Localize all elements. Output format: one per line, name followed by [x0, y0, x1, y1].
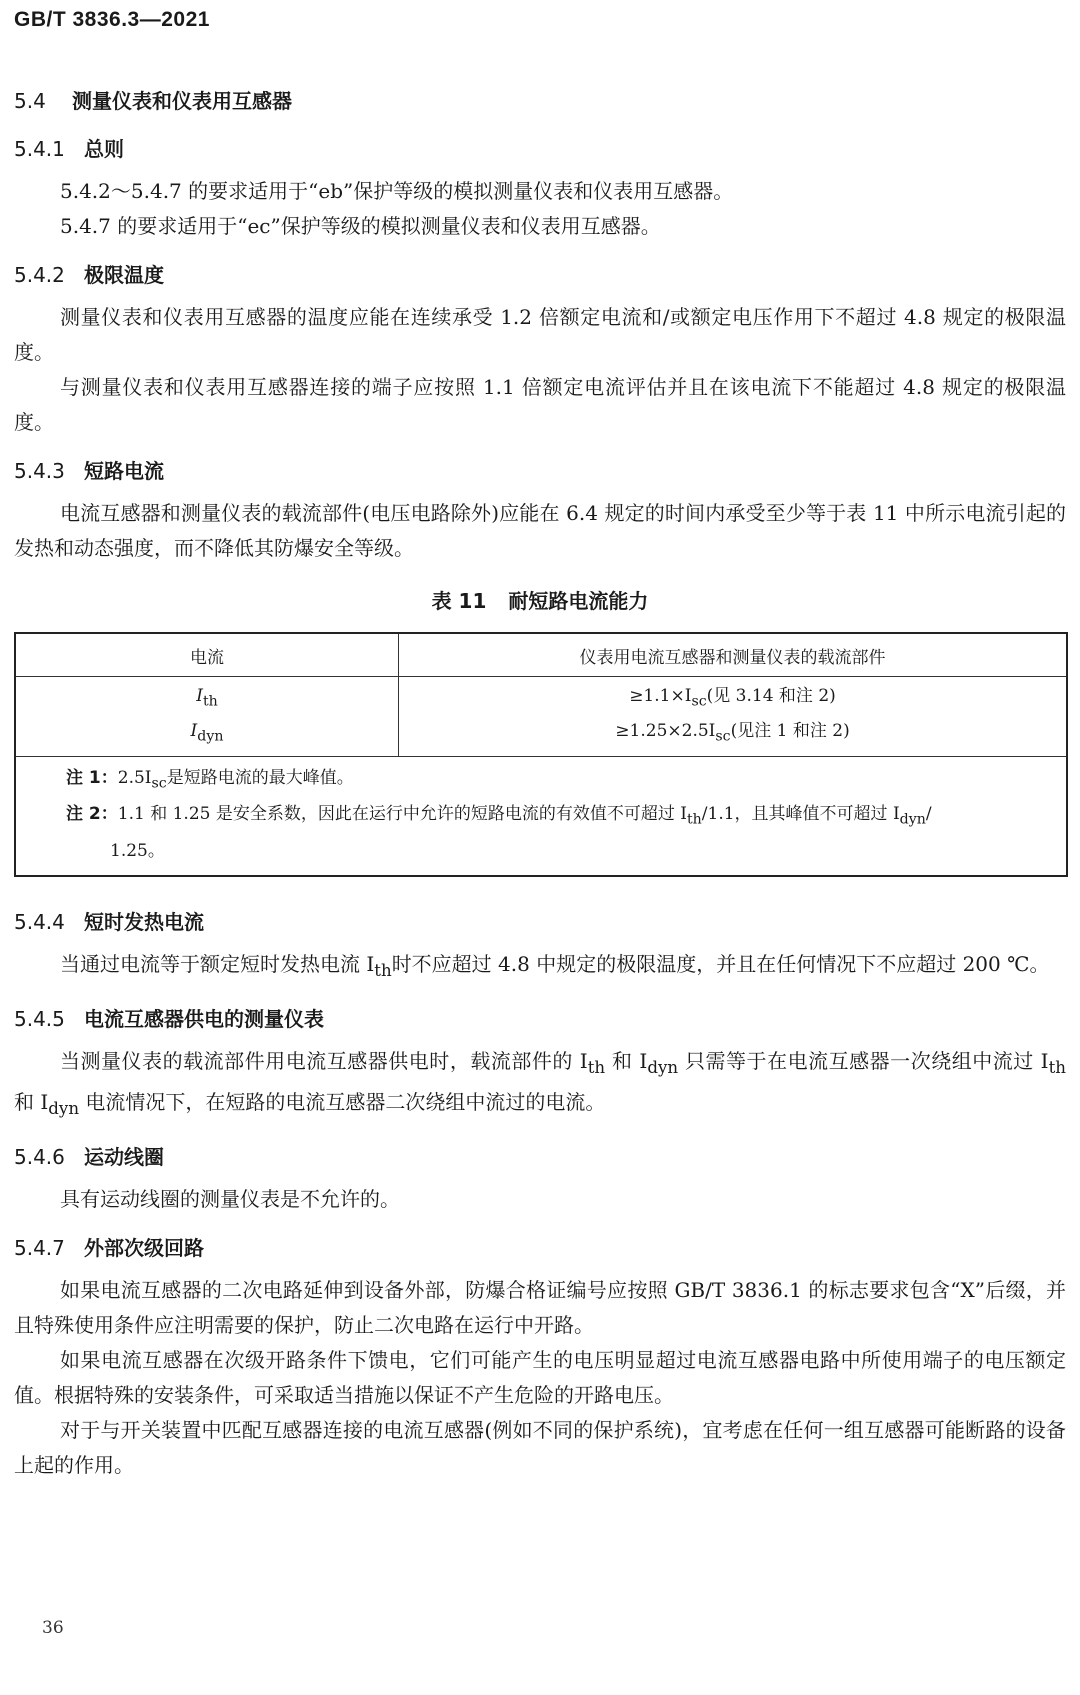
section-5-4-heading [14, 84, 1066, 118]
note-2-continuation: 1.25。 [110, 840, 165, 861]
table-number: 表 11 [431, 589, 487, 613]
section-title: 短路电流 [84, 459, 164, 483]
document-header: GB/T 3836.3—2021 [14, 8, 210, 31]
table-notes-row [15, 756, 1067, 875]
section-title: 总则 [84, 137, 124, 161]
paragraph: 电流互感器和测量仪表的载流部件(电压电路除外)应能在 6.4 规定的时间内承受至少等于表 11 中所示电流引起的发热和动态强度，而不降低其防爆安全等级。 [14, 501, 1066, 560]
paragraph: 对于与开关装置中匹配互感器连接的电流互感器(例如不同的保护系统)，宜考虑在任何一组互感器可能断路的设备上起的作用。 [14, 1417, 1066, 1477]
section-5-4-7-heading [14, 1231, 1066, 1265]
section-number: 5.4.5 [14, 1006, 65, 1031]
paragraph: 如果电流互感器的二次电路延伸到设备外部，防爆合格证编号应按照 GB/T 3836.1 的标志要求包含“X”后缀，并且特殊使用条件应注明需要的保护，防止二次电路在运行中开路。 [14, 1277, 1066, 1337]
requirement-cell: $\ge 1.1\times I_{sc}$(见 3.14 和注 2) $\ge 1.25\times 2.5I_{sc}$(见注 1 和注 2) [399, 677, 1068, 757]
section-5-4-2-heading [14, 258, 1066, 292]
section-number: 5.4.1 [14, 137, 65, 161]
page-content [14, 84, 1066, 1483]
paragraph: 5.4.7 的要求适用于“ec”保护等级的模拟测量仪表和仪表用互感器。 [60, 214, 661, 238]
table-caption [14, 584, 1066, 618]
section-5-4-1-heading [14, 132, 1066, 166]
section-5-4-4-heading [14, 905, 1066, 939]
section-number: 5.4.2 [14, 263, 65, 287]
section-number: 5.4.7 [14, 1235, 65, 1260]
section-5-4-6-heading [14, 1140, 1066, 1174]
section-title: 外部次级回路 [84, 1235, 204, 1260]
table-notes [15, 756, 1067, 875]
note-1: 注 1：$2.5I_{sc}$是短路电流的最大峰值。 [66, 767, 354, 792]
column-header-current: 电流 [15, 633, 399, 677]
section-title: 电流互感器供电的测量仪表 [84, 1006, 324, 1031]
short-circuit-table [14, 632, 1068, 877]
section-5-4-5-heading [14, 1002, 1066, 1036]
note-2: 注 2：1.1 和 1.25 是安全系数，因此在运行中允许的短路电流的有效值不可超过 $I_{th}/1.1$，且其峰值不可超过 $I_{dyn}/$ [66, 804, 932, 828]
paragraph: 如果电流互感器在次级开路条件下馈电，它们可能产生的电压明显超过电流互感器电路中所使用端子的电压额定值。根据特殊的安装条件，可采取适当措施以保证不产生危险的开路电压。 [14, 1347, 1066, 1407]
section-number: 5.4.3 [14, 459, 65, 483]
section-5-4-3-heading [14, 454, 1066, 488]
paragraph: 具有运动线圈的测量仪表是不允许的。 [60, 1186, 400, 1211]
table-row [15, 677, 1067, 757]
section-title: 短时发热电流 [84, 909, 204, 934]
paragraph: 与测量仪表和仪表用互感器连接的端子应按照 1.1 倍额定电流评估并且在该电流下不能超过 4.8 规定的极限温度。 [14, 375, 1066, 434]
section-number: 5.4.4 [14, 909, 65, 934]
table-header-row [15, 633, 1067, 677]
current-cell: $I_{th}$ $I_{dyn}$ [15, 677, 399, 757]
paragraph: 测量仪表和仪表用互感器的温度应能在连续承受 1.2 倍额定电流和/或额定电压作用下不超过 4.8 规定的极限温度。 [14, 305, 1066, 364]
section-title: 测量仪表和仪表用互感器 [72, 89, 292, 113]
section-number: 5.4.6 [14, 1144, 65, 1169]
section-title: 运动线圈 [84, 1144, 164, 1169]
paragraph: 5.4.2～5.4.7 的要求适用于“eb”保护等级的模拟测量仪表和仪表用互感器。 [60, 179, 734, 203]
paragraph: 当通过电流等于额定短时发热电流 $I_{th}$时不应超过 4.8 中规定的极限温度，并且在任何情况下不应超过 200 ℃。 [60, 951, 1050, 980]
section-title: 极限温度 [84, 263, 164, 287]
paragraph: 当测量仪表的载流部件用电流互感器供电时，载流部件的 $I_{th}$ 和 $I_{dyn}$ 只需等于在电流互感器一次绕组中流过 $I_{th}$ 和 $I_{dyn}$ 电流情况下，在短路的电流互感器二次绕组中流过的电流。 [14, 1048, 1066, 1118]
column-header-parts: 仪表用电流互感器和测量仪表的载流部件 [399, 633, 1068, 677]
section-number: 5.4 [14, 89, 46, 113]
page-number: 36 [42, 1618, 64, 1638]
table-title: 耐短路电流能力 [508, 589, 649, 613]
